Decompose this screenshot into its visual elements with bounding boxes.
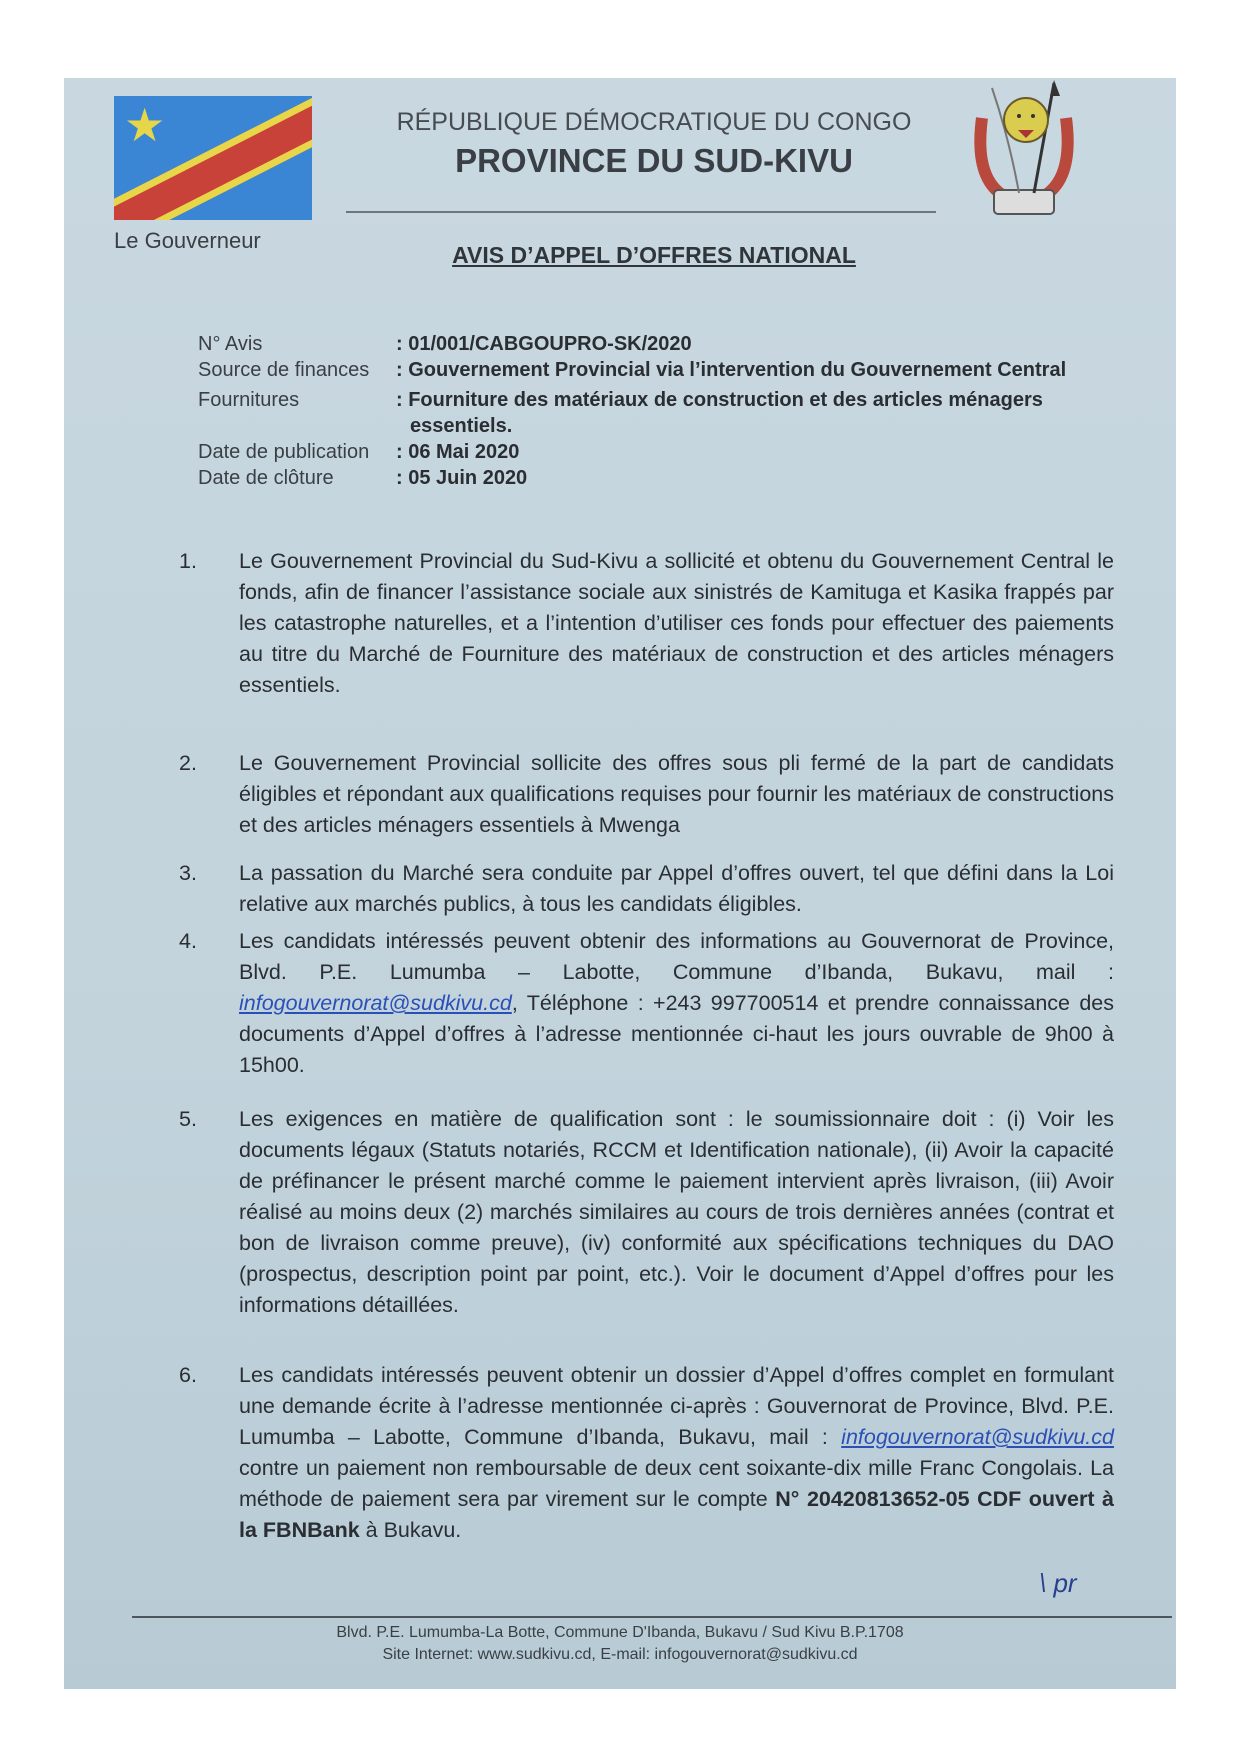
paragraph-5 — [179, 1104, 1114, 1321]
field-row — [198, 439, 1070, 465]
field-label: Date de publication — [198, 441, 370, 463]
footer-address: Blvd. P.E. Lumumba-La Botte, Commune D'Ibanda, Bukavu / Sud Kivu B.P.1708 — [336, 1624, 904, 1641]
province-heading: PROVINCE DU SUD-KIVU — [455, 142, 853, 179]
bank-account: N° 20420813652-05 CDF ouvert à la FBNBank — [239, 1487, 1114, 1542]
field-row — [198, 465, 1070, 491]
paragraph-2 — [179, 748, 1114, 841]
field-value: : 01/001/CABGOUPRO-SK/2020 — [396, 333, 692, 355]
document-page — [64, 78, 1176, 1689]
field-value: : Fourniture des matériaux de construction et des articles ménagers essentiels. — [396, 389, 1043, 437]
field-label: N° Avis — [198, 333, 263, 355]
drc-flag-icon: ★ — [114, 96, 312, 220]
field-label: Source de finances — [198, 359, 370, 381]
item-text: Le Gouvernement Provincial du Sud-Kivu a sollicité et obtenu du Gouvernement Central le fonds, afin de financer l’assistance sociale aux sinistrés de Kamituga et Kasika frappés par les catastrophe naturelles, et a l’intention d’utiliser ces fonds pour effectuer des paiements au titre du Marché de Fourniture des matériaux de construction et des articles ménagers essentiels. — [239, 549, 1114, 697]
item-text: Les candidats intéressés peuvent obtenir un dossier d’Appel d’offres complet en formulant une demande écrite à l’adresse mentionnée ci-après : Gouvernorat de Province, Blvd. P.E. Lumumba – Labotte, Commune d’Ibanda, Bukavu, mail : infogouvernorat@sudkivu.cd contre un paiement non remboursable de deux cent soixante-dix mille Franc Congolais. La méthode de paiement sera par virement sur le compte N° 20420813652-05 CDF ouvert à la FBNBank à Bukavu. — [239, 1363, 1114, 1542]
field-label: Fournitures — [198, 389, 300, 411]
republic-heading: RÉPUBLIQUE DÉMOCRATIQUE DU CONGO — [396, 108, 912, 136]
field-row — [198, 357, 1070, 383]
email-link[interactable]: infogouvernorat@sudkivu.cd — [239, 991, 512, 1015]
field-value: : 06 Mai 2020 — [396, 441, 520, 463]
paragraph-3 — [179, 858, 1114, 920]
field-label: Date de clôture — [198, 467, 334, 489]
item-text: Le Gouvernement Provincial sollicite des offres sous pli fermé de la part de candidats éligibles et répondant aux qualifications requises pour fournir les matériaux de constructions et des articles ménagers essentiels à Mwenga — [239, 751, 1114, 837]
item-text: Les candidats intéressés peuvent obtenir des informations au Gouvernorat de Province, Blvd. P.E. Lumumba – Labotte, Commune d’Ibanda, Bukavu, mail : infogouvernorat@sudkivu.cd, Téléphone : +243 997700514 et prendre connaissance des documents d’Appel d’offres à l’adresse mentionnée ci-haut les jours ouvrable de 9h00 à 15h00. — [239, 929, 1114, 1077]
field-row — [198, 331, 1070, 357]
item-number: 2. — [179, 751, 197, 775]
paragraph-1 — [179, 546, 1114, 701]
paragraph-6 — [179, 1360, 1114, 1546]
item-number: 4. — [179, 929, 197, 953]
signature: \ pr — [1039, 1568, 1077, 1598]
field-row — [198, 387, 1070, 439]
item-text: Les exigences en matière de qualification sont : le soumissionnaire doit : (i) Voir les documents légaux (Statuts notariés, RCCM et Identification nationale), (ii) Avoir la capacité de préfinancer le présent marché comme le paiement intervient après livraison, (iii) Avoir réalisé au moins deux (2) marchés similaires au cours de trois dernières années (contrat et bon de livraison comme preuve), (iv) conformité aux spécifications techniques du DAO (prospectus, description point par point, etc.). Voir le document d’Appel d’offres pour les informations détaillées. — [239, 1107, 1114, 1317]
notice-title: AVIS D’APPEL D’OFFRES NATIONAL — [452, 242, 856, 268]
email-link[interactable]: infogouvernorat@sudkivu.cd — [841, 1425, 1114, 1449]
governor-label: Le Gouverneur — [114, 228, 261, 253]
footer-contact: Site Internet: www.sudkivu.cd, E-mail: infogouvernorat@sudkivu.cd — [382, 1646, 858, 1663]
item-number: 6. — [179, 1363, 197, 1387]
notice-fields — [198, 331, 1070, 491]
header-divider — [346, 211, 936, 213]
field-value: : 05 Juin 2020 — [396, 467, 528, 489]
paragraph-4 — [179, 926, 1114, 1081]
item-number: 1. — [179, 549, 197, 573]
item-text: La passation du Marché sera conduite par Appel d’offres ouvert, tel que défini dans la Loi relative aux marchés publics, à tous les candidats éligibles. — [239, 861, 1114, 916]
item-number: 5. — [179, 1107, 197, 1131]
field-value: : Gouvernement Provincial via l’intervention du Gouvernement Central — [396, 359, 1067, 381]
footer-divider — [132, 1616, 1172, 1618]
coat-of-arms-icon — [964, 78, 1084, 218]
item-number: 3. — [179, 861, 197, 885]
